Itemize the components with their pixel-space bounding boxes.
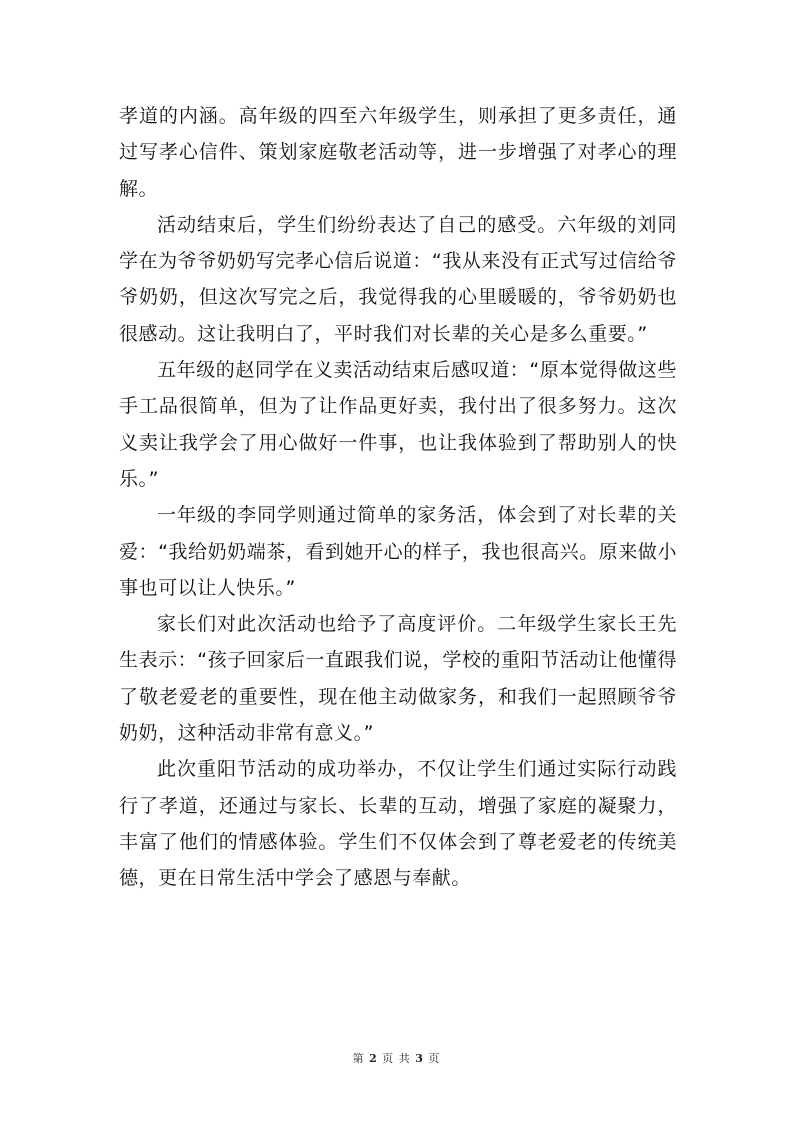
paragraph-continuation: 孝道的内涵。高年级的四至六年级学生，则承担了更多责任，通过写孝心信件、策划家庭敬老活动等，进一步增强了对孝心的理解。 <box>119 105 677 200</box>
document-body <box>119 98 677 897</box>
paragraph-student-feedback: 活动结束后，学生们纷纷表达了自己的感受。六年级的刘同学在为爷爷奶奶写完孝心信后说道：“我从来没有正式写过信给爷爷奶奶，但这次写完之后，我觉得我的心里暖暖的，爷爷奶奶也很感动。这让我明白了，平时我们对长辈的关心是多么重要。” <box>119 213 677 345</box>
paragraph-conclusion: 此次重阳节活动的成功举办，不仅让学生们通过实际行动践行了孝道，还通过与家长、长辈的互动，增强了家庭的凝聚力，丰富了他们的情感体验。学生们不仅体会到了尊老爱老的传统美德，更在日常生活中学会了感恩与奉献。 <box>119 758 677 890</box>
paragraph-parent-feedback: 家长们对此次活动也给予了高度评价。二年级学生家长王先生表示：“孩子回家后一直跟我们说，学校的重阳节活动让他懂得了敬老爱老的重要性，现在他主动做家务，和我们一起照顾爷爷奶奶，这种活动非常有意义。” <box>119 613 677 745</box>
footer-prefix: 第 <box>352 1052 365 1065</box>
page-footer <box>0 1050 793 1066</box>
footer-total-pages: 3 <box>415 1052 424 1065</box>
paragraph-grade1-quote: 一年级的李同学则通过简单的家务活，体会到了对长辈的关爱：“我给奶奶端茶，看到她开心的样子，我也很高兴。原来做小事也可以让人快乐。” <box>119 504 677 599</box>
footer-middle: 页 共 <box>382 1052 411 1065</box>
footer-current-page: 2 <box>369 1052 378 1065</box>
footer-suffix: 页 <box>428 1052 441 1065</box>
paragraph-grade5-quote: 五年级的赵同学在义卖活动结束后感叹道：“原本觉得做这些手工品很简单，但为了让作品更好卖，我付出了很多努力。这次义卖让我学会了用心做好一件事，也让我体验到了帮助别人的快乐。” <box>119 359 677 490</box>
